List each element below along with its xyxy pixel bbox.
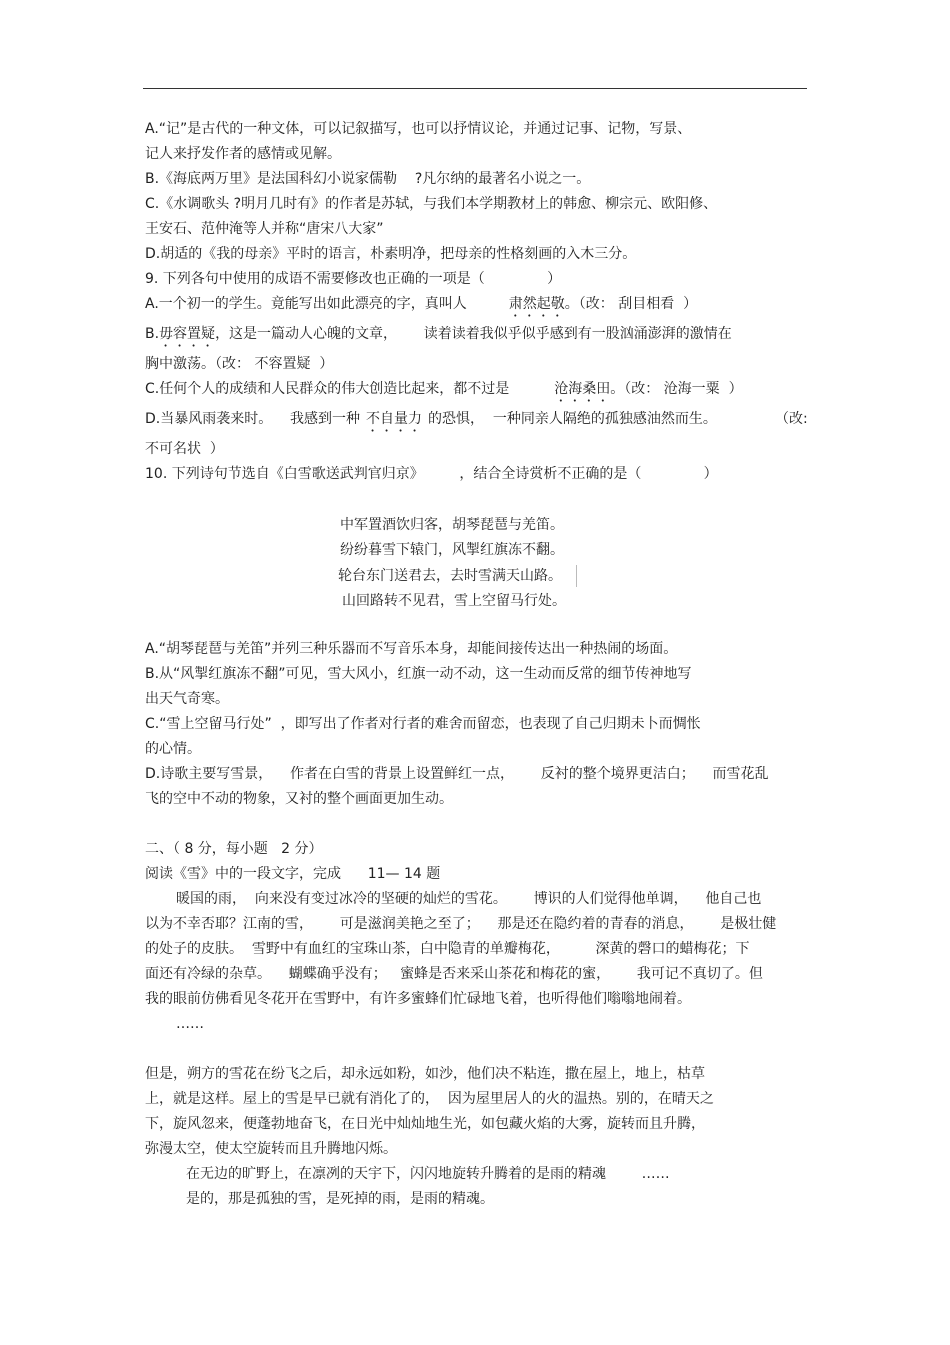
header-rule (143, 88, 807, 89)
q8-option-b: B.《海底两万里》是法国科幻小说家儒勒 ?凡尔纳的最著名小说之一。 (145, 171, 591, 187)
q9-c-correction: 。（改： 沧海一粟 ） (610, 381, 743, 397)
q9-option-c (145, 379, 743, 405)
passage-ellipsis: …… (176, 1016, 204, 1032)
q9-a-correction: 。（改： 刮目相看 ） (564, 296, 698, 312)
q10-option-d-line2: 飞的空中不动的物象，又衬的整个画面更加生动。 (145, 791, 453, 807)
q9-option-d-line2: 不可名状 ） (145, 441, 224, 457)
passage-p3: 在无边的旷野上，在凛冽的天宇下，闪闪地旋转升腾着的是雨的精魂 …… (186, 1166, 670, 1182)
q9-a-idiom: 肃然起敬 (508, 296, 565, 312)
poem-line-2: 纷纷暮雪下辕门，风掣红旗冻不翻。 (340, 542, 564, 558)
passage-p1-line5: 我的眼前仿佛看见冬花开在雪野中，有许多蜜蜂们忙碌地飞着，也听得他们嗡嗡地闹着。 (145, 991, 691, 1007)
q10-option-c-line1: C.“雪上空留马行处” ，即写出了作者对行者的难舍而留恋，也表现了自己归期未卜而惆怅 (145, 716, 701, 732)
q9-b-text: ，这是一篇动人心魄的文章， 读着读着我似乎似乎感到有一股汹涌澎湃的激情在 (215, 326, 732, 342)
passage-p2-line1: 但是，朔方的雪花在纷飞之后，却永远如粉，如沙，他们决不粘连，撒在屋上，地上，枯草 (145, 1066, 705, 1082)
q9-option-b-line2: 胸中激荡。（改： 不容置疑 ） (145, 356, 334, 372)
q9-c-text: C.任何个人的成绩和人民群众的伟大创造比起来，都不过是 (145, 381, 510, 397)
q8-option-c-line1: C.《水调歌头 ?明月几时有》的作者是苏轼，与我们本学期教材上的韩愈、柳宗元、欧阳修、 (145, 196, 718, 212)
q10-option-b-line1: B.从“风掣红旗冻不翻”可见，雪大风小，红旗一动不动，这一生动而反常的细节传神地写 (145, 666, 692, 682)
q9-c-idiom: 沧海桑田 (554, 381, 611, 397)
passage-p4: 是的，那是孤独的雪，是死掉的雨，是雨的精魂。 (186, 1191, 494, 1207)
q9-d-text-end: 的恐惧， 一种同亲人隔绝的孤独感油然而生。 (428, 411, 717, 427)
q9-option-d (145, 409, 717, 435)
q10-stem: 10. 下列诗句节选自《白雪歌送武判官归京》 ，结合全诗赏析不正确的是（ ） (145, 466, 718, 482)
q10-option-a: A.“胡琴琵琶与羌笛”并列三种乐器而不写音乐本身，却能间接传达出一种热闹的场面。 (145, 641, 678, 657)
q8-option-a-line2: 记人来抒发作者的感情或见解。 (145, 146, 341, 162)
passage-p2-line2: 上，就是这样。屋上的雪是早已就有消化了的， 因为屋里居人的火的温热。别的，在晴天之 (145, 1091, 714, 1107)
q9-d-correction-label: （改: (775, 411, 808, 427)
poem-line-1: 中军置酒饮归客，胡琴琵琶与羌笛。 (340, 517, 564, 533)
q9-b-label: B. (145, 326, 160, 342)
q9-a-text: A.一个初一的学生。竟能写出如此漂亮的字，真叫人 (145, 296, 467, 312)
poem-line-3: 轮台东门送君去，去时雪满天山路。 (338, 568, 562, 584)
q10-option-d-line1: D.诗歌主要写雪景， 作者在白雪的背景上设置鲜红一点， 反衬的整个境界更洁白； 而雪花乱 (145, 766, 769, 782)
passage-p1-line1: 暖国的雨， 向来没有变过冰冷的坚硬的灿烂的雪花。 博识的人们觉得他单调， 他自己也 (176, 891, 762, 907)
poem-box-edge (576, 565, 577, 587)
q9-d-idiom: 不自量力 (366, 411, 423, 427)
passage-p1-line4: 面还有冷绿的杂草。 蝴蝶确乎没有； 蜜蜂是否来采山茶花和梅花的蜜， 我可记不真切了。但 (145, 966, 763, 982)
passage-p1-line3: 的处子的皮肤。 雪野中有血红的宝珠山茶，白中隐青的单瓣梅花， 深黄的磬口的蜡梅花；下 (145, 941, 750, 957)
passage-p2-line4: 弥漫太空，使太空旋转而且升腾地闪烁。 (145, 1141, 397, 1157)
q8-option-a-line1: A.“记”是古代的一种文体，可以记叙描写，也可以抒情议论，并通过记事、记物，写景、 (145, 121, 692, 137)
q8-option-d: D.胡适的《我的母亲》平时的语言，朴素明净，把母亲的性格刻画的入木三分。 (145, 246, 637, 262)
passage-p1-line2: 以为不幸否耶？江南的雪， 可是滋润美艳之至了； 那是还在隐约着的青春的消息， 是极壮健 (145, 916, 777, 932)
section-heading: 二、（ 8 分，每小题 2 分） (145, 841, 323, 857)
q8-option-c-line2: 王安石、范仲淹等人并称“唐宋八大家” (145, 221, 384, 237)
q9-b-idiom: 毋容置疑 (159, 326, 216, 342)
passage-p2-line3: 下，旋风忽来，便蓬勃地奋飞，在日光中灿灿地生光，如包藏火焰的大雾，旋转而且升腾， (145, 1116, 705, 1132)
q9-option-a (145, 294, 697, 320)
poem-line-4: 山回路转不见君，雪上空留马行处。 (342, 593, 566, 609)
reading-instruction: 阅读《雪》中的一段文字，完成 11— 14 题 (145, 866, 441, 882)
q9-option-b (145, 324, 732, 350)
q9-d-text: D.当暴风雨袭来时。 我感到一种 (145, 411, 361, 427)
q10-option-b-line2: 出天气奇寒。 (145, 691, 229, 707)
q10-option-c-line2: 的心情。 (145, 741, 201, 757)
q9-stem: 9. 下列各句中使用的成语不需要修改也正确的一项是（ ） (145, 271, 562, 287)
